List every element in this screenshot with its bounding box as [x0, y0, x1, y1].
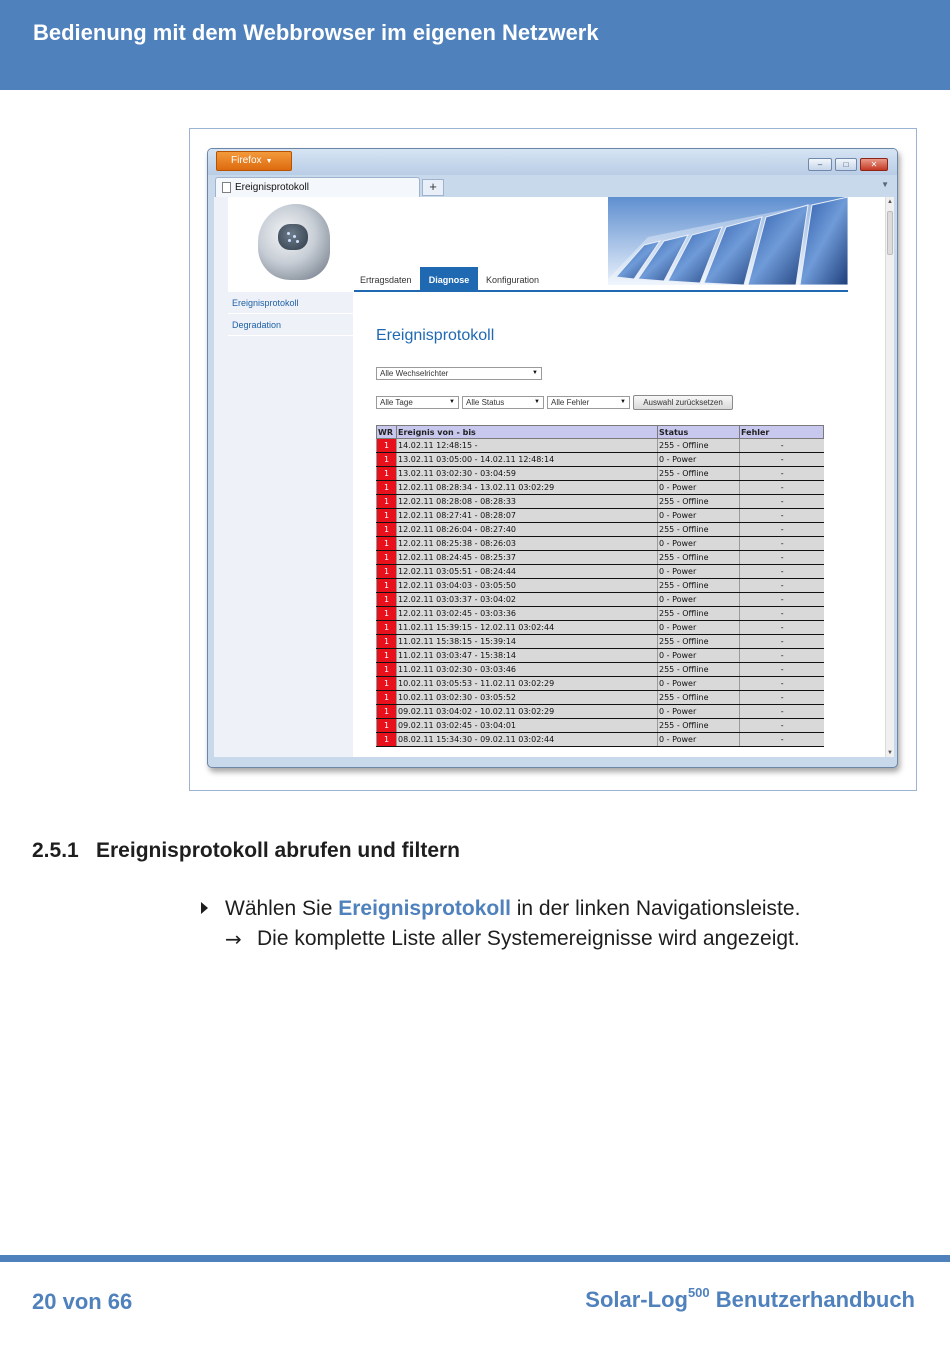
cell-error: -: [740, 607, 824, 621]
cell-status: 0 - Power: [658, 509, 740, 523]
device-display: [278, 224, 308, 250]
cell-wr: 1: [377, 579, 397, 593]
table-row: [377, 495, 824, 509]
device-led: [288, 239, 291, 242]
cell-status: 0 - Power: [658, 705, 740, 719]
cell-status: 255 - Offline: [658, 635, 740, 649]
chevron-down-icon: ▼: [265, 158, 273, 165]
status-select-value: Alle Status: [466, 398, 505, 407]
page-number: 20 von 66: [32, 1289, 133, 1314]
cell-error: -: [740, 719, 824, 733]
left-navigation: [228, 292, 353, 757]
table-row: [377, 579, 824, 593]
cell-wr: 1: [377, 719, 397, 733]
cell-wr: 1: [377, 635, 397, 649]
brand-name: Solar-Log: [585, 1287, 688, 1312]
table-row: [377, 593, 824, 607]
table-row: [377, 439, 824, 453]
cell-event-range: 10.02.11 03:02:30 - 03:05:52: [397, 691, 658, 705]
cell-status: 0 - Power: [658, 649, 740, 663]
sidebar-item-ereignisprotokoll[interactable]: Ereignisprotokoll: [228, 292, 353, 314]
section-title: Ereignisprotokoll abrufen und filtern: [96, 839, 461, 862]
device-led: [296, 240, 299, 243]
errors-select-value: Alle Fehler: [551, 398, 590, 407]
cell-event-range: 14.02.11 12:48:15 -: [397, 439, 658, 453]
cell-event-range: 11.02.11 15:38:15 - 15:39:14: [397, 635, 658, 649]
chevron-down-icon: ▼: [449, 399, 455, 405]
browser-tabbar: [208, 175, 897, 197]
cell-error: -: [740, 677, 824, 691]
sidebar-item-degradation[interactable]: Degradation: [228, 314, 353, 336]
cell-error: -: [740, 565, 824, 579]
cell-status: 255 - Offline: [658, 439, 740, 453]
browser-titlebar: [208, 149, 897, 175]
cell-event-range: 12.02.11 03:03:37 - 03:04:02: [397, 593, 658, 607]
cell-wr: 1: [377, 607, 397, 621]
table-row: [377, 635, 824, 649]
table-row: [377, 663, 824, 677]
cell-wr: 1: [377, 691, 397, 705]
column-header-ereignis[interactable]: Ereignis von - bis: [397, 426, 658, 439]
cell-wr: 1: [377, 593, 397, 607]
table-row: [377, 453, 824, 467]
cell-error: -: [740, 453, 824, 467]
cell-status: 255 - Offline: [658, 663, 740, 677]
cell-wr: 1: [377, 495, 397, 509]
cell-error: -: [740, 551, 824, 565]
cell-wr: 1: [377, 705, 397, 719]
cell-event-range: 13.02.11 03:02:30 - 03:04:59: [397, 467, 658, 481]
chevron-down-icon: ▼: [534, 399, 540, 405]
instruction-highlight: Ereignisprotokoll: [338, 897, 511, 920]
page-title: Ereignisprotokoll: [376, 327, 495, 344]
header-bar: [0, 0, 950, 90]
page-icon: [222, 182, 231, 193]
column-header-fehler[interactable]: Fehler: [740, 426, 824, 439]
cell-status: 0 - Power: [658, 481, 740, 495]
cell-error: -: [740, 649, 824, 663]
bullet-triangle-icon: [201, 902, 208, 914]
tab-list-icon[interactable]: ▼: [881, 180, 889, 189]
cell-event-range: 09.02.11 03:02:45 - 03:04:01: [397, 719, 658, 733]
instruction-prefix: Wählen Sie: [225, 897, 339, 920]
column-header-status[interactable]: Status: [658, 426, 740, 439]
table-row: [377, 719, 824, 733]
cell-error: -: [740, 537, 824, 551]
cell-status: 255 - Offline: [658, 467, 740, 481]
maximize-button[interactable]: □: [835, 158, 857, 171]
chevron-down-icon: ▼: [620, 399, 626, 405]
table-row: [377, 677, 824, 691]
scroll-down-icon[interactable]: ▼: [887, 750, 893, 756]
browser-tab-title: Ereignisprotokoll: [235, 182, 309, 193]
column-header-wr[interactable]: WR: [377, 426, 397, 439]
cell-wr: 1: [377, 439, 397, 453]
tab-konfiguration[interactable]: Konfiguration: [486, 275, 540, 285]
event-log-table: [376, 425, 824, 747]
cell-status: 0 - Power: [658, 593, 740, 607]
nav-underline: [354, 290, 848, 292]
cell-error: -: [740, 481, 824, 495]
cell-error: -: [740, 579, 824, 593]
cell-wr: 1: [377, 453, 397, 467]
cell-wr: 1: [377, 677, 397, 691]
device-led: [287, 232, 290, 235]
cell-wr: 1: [377, 733, 397, 747]
cell-status: 0 - Power: [658, 537, 740, 551]
table-row: [377, 481, 824, 495]
cell-wr: 1: [377, 467, 397, 481]
section-heading: [32, 839, 460, 863]
inverter-select-value: Alle Wechselrichter: [380, 369, 449, 378]
vertical-scrollbar[interactable]: [885, 197, 894, 757]
cell-wr: 1: [377, 481, 397, 495]
cell-status: 255 - Offline: [658, 607, 740, 621]
days-select-value: Alle Tage: [380, 398, 413, 407]
result-arrow-icon: →: [225, 927, 242, 951]
table-row: [377, 621, 824, 635]
browser-content: [214, 197, 885, 757]
brand-suffix: Benutzerhandbuch: [709, 1287, 915, 1312]
cell-error: -: [740, 523, 824, 537]
cell-error: -: [740, 593, 824, 607]
cell-status: 0 - Power: [658, 733, 740, 747]
cell-event-range: 11.02.11 03:02:30 - 03:03:46: [397, 663, 658, 677]
cell-event-range: 09.02.11 03:04:02 - 10.02.11 03:02:29: [397, 705, 658, 719]
instruction-suffix: in der linken Navigationsleiste.: [510, 897, 801, 920]
header-title: Bedienung mit dem Webbrowser im eigenen Netzwerk: [33, 20, 599, 45]
solar-log-device-image: [258, 204, 330, 280]
event-log-body: [377, 439, 824, 747]
errors-select[interactable]: [547, 396, 630, 409]
minimize-button[interactable]: –: [808, 158, 832, 171]
table-row: [377, 509, 824, 523]
cell-error: -: [740, 705, 824, 719]
scrollbar-thumb[interactable]: [887, 211, 893, 255]
cell-wr: 1: [377, 523, 397, 537]
page-margin: [214, 197, 228, 757]
browser-tab[interactable]: [215, 177, 420, 197]
cell-error: -: [740, 439, 824, 453]
cell-event-range: 12.02.11 08:26:04 - 08:27:40: [397, 523, 658, 537]
cell-event-range: 12.02.11 08:24:45 - 08:25:37: [397, 551, 658, 565]
cell-status: 0 - Power: [658, 565, 740, 579]
cell-event-range: 13.02.11 03:05:00 - 14.02.11 12:48:14: [397, 453, 658, 467]
cell-status: 255 - Offline: [658, 551, 740, 565]
cell-event-range: 10.02.11 03:05:53 - 11.02.11 03:02:29: [397, 677, 658, 691]
cell-status: 255 - Offline: [658, 579, 740, 593]
section-number: 2.5.1: [32, 839, 79, 862]
firefox-menu-button[interactable]: [216, 151, 292, 171]
cell-status: 255 - Offline: [658, 691, 740, 705]
cell-wr: 1: [377, 621, 397, 635]
cell-status: 255 - Offline: [658, 523, 740, 537]
cell-status: 0 - Power: [658, 453, 740, 467]
new-tab-button[interactable]: +: [422, 179, 444, 196]
cell-status: 255 - Offline: [658, 719, 740, 733]
chevron-down-icon: ▼: [532, 370, 538, 376]
cell-event-range: 08.02.11 15:34:30 - 09.02.11 03:02:44: [397, 733, 658, 747]
cell-wr: 1: [377, 537, 397, 551]
cell-event-range: 12.02.11 08:28:08 - 08:28:33: [397, 495, 658, 509]
tab-ertragsdaten[interactable]: Ertragsdaten: [360, 275, 412, 285]
cell-error: -: [740, 733, 824, 747]
cell-error: -: [740, 467, 824, 481]
cell-error: -: [740, 495, 824, 509]
cell-wr: 1: [377, 551, 397, 565]
inverter-select[interactable]: [376, 367, 542, 380]
cell-wr: 1: [377, 663, 397, 677]
screenshot-figure: [189, 128, 917, 791]
table-row: [377, 537, 824, 551]
table-row: [377, 467, 824, 481]
solar-panels-banner: [608, 197, 848, 285]
cell-error: -: [740, 509, 824, 523]
cell-error: -: [740, 663, 824, 677]
table-row: [377, 565, 824, 579]
table-row: [377, 691, 824, 705]
cell-event-range: 12.02.11 03:04:03 - 03:05:50: [397, 579, 658, 593]
cell-event-range: 11.02.11 03:03:47 - 15:38:14: [397, 649, 658, 663]
cell-error: -: [740, 635, 824, 649]
cell-status: 255 - Offline: [658, 495, 740, 509]
cell-event-range: 12.02.11 03:05:51 - 08:24:44: [397, 565, 658, 579]
close-button[interactable]: ✕: [860, 158, 888, 171]
days-select[interactable]: [376, 396, 459, 409]
device-led: [293, 235, 296, 238]
cell-error: -: [740, 691, 824, 705]
footer-rule: [0, 1255, 950, 1262]
scroll-up-icon[interactable]: ▲: [887, 199, 893, 205]
cell-event-range: 12.02.11 08:25:38 - 08:26:03: [397, 537, 658, 551]
cell-event-range: 11.02.11 15:39:15 - 12.02.11 03:02:44: [397, 621, 658, 635]
cell-wr: 1: [377, 649, 397, 663]
footer-brand: [585, 1285, 915, 1313]
table-header-row: [377, 426, 824, 439]
instruction-result: Die komplette Liste aller Systemereignisse wird angezeigt.: [257, 927, 800, 950]
reset-filter-button[interactable]: Auswahl zurücksetzen: [633, 395, 733, 410]
table-row: [377, 649, 824, 663]
cell-wr: 1: [377, 565, 397, 579]
brand-model: 500: [687, 1285, 710, 1300]
firefox-menu-label: Firefox: [231, 155, 262, 166]
browser-window: [207, 148, 898, 768]
table-row: [377, 551, 824, 565]
table-row: [377, 705, 824, 719]
instruction-step: [225, 897, 800, 921]
cell-event-range: 12.02.11 08:27:41 - 08:28:07: [397, 509, 658, 523]
cell-status: 0 - Power: [658, 677, 740, 691]
status-select[interactable]: [462, 396, 544, 409]
cell-error: -: [740, 621, 824, 635]
table-row: [377, 607, 824, 621]
table-row: [377, 733, 824, 747]
tab-diagnose[interactable]: Diagnose: [420, 267, 478, 291]
cell-wr: 1: [377, 509, 397, 523]
table-row: [377, 523, 824, 537]
cell-event-range: 12.02.11 08:28:34 - 13.02.11 03:02:29: [397, 481, 658, 495]
cell-event-range: 12.02.11 03:02:45 - 03:03:36: [397, 607, 658, 621]
cell-status: 0 - Power: [658, 621, 740, 635]
